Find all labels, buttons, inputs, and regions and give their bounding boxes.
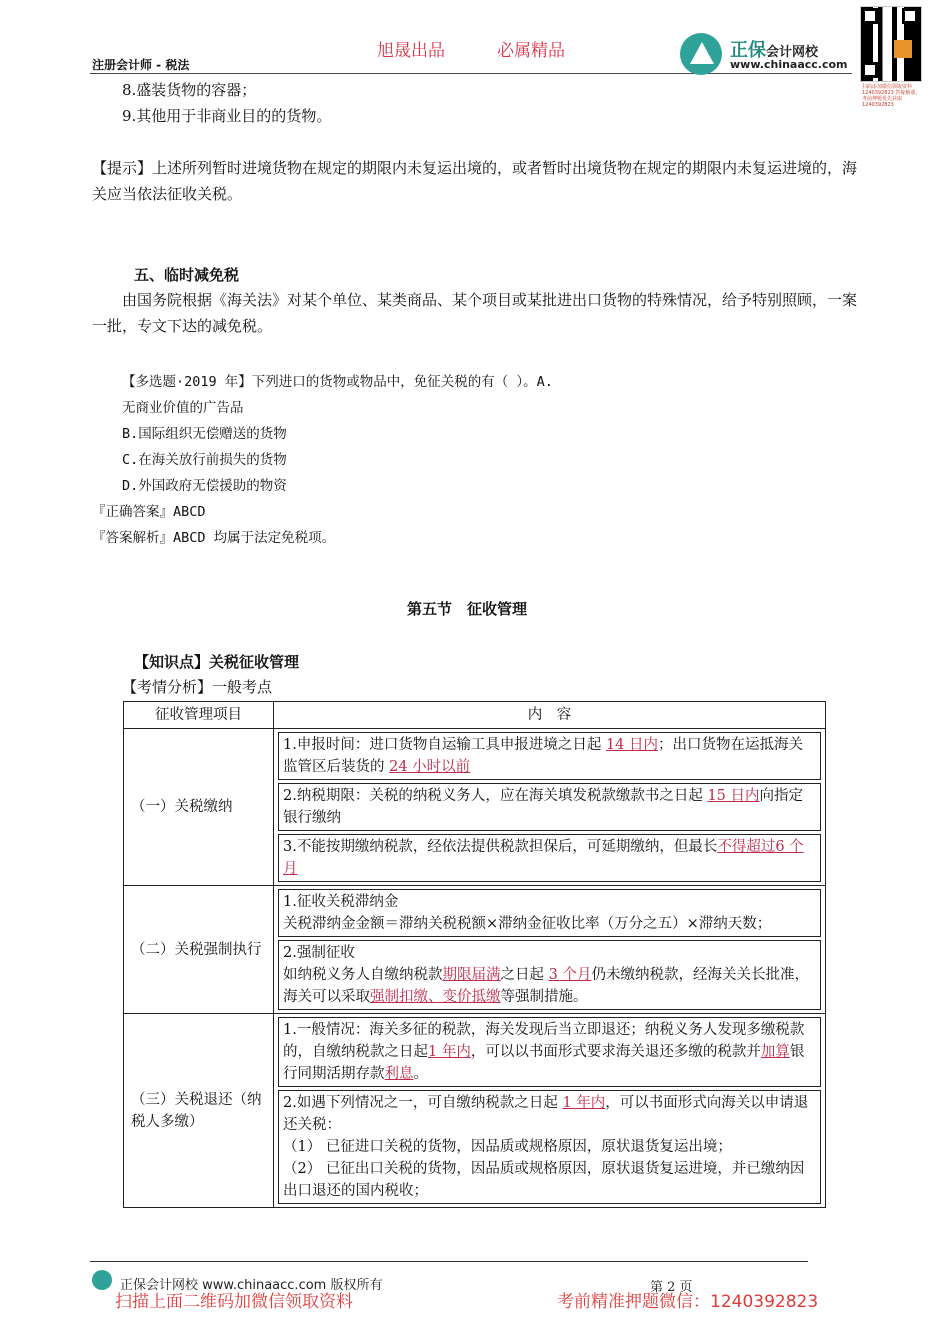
tax-collection-table <box>123 701 826 1208</box>
row-content-refund <box>274 1014 826 1208</box>
content-cell: 2.如遇下列情况之一，可自缴纳税款之日起 1 年内，可以书面形式向海关以申请退还关税： （1） 已征进口关税的货物，因品质或规格原因，原状退货复运出境； （2） 已征出口关税的货物，因品质或规格原因，原状退货复运进境，并已缴纳因出口退还的国内税收； <box>278 1090 821 1204</box>
content-cell: 1.一般情况：海关多征的税款，海关发现后当立即退还；纳税义务人发现多缴税款的，自缴纳税款之日起1 年内，可以以书面形式要求海关退还多缴的税款并加算银行同期活期存款利息。 <box>278 1017 821 1087</box>
promo-left: 扫描上面二维码加微信领取资料 <box>115 1292 353 1312</box>
brand-url: www.chinaacc.com <box>730 58 848 71</box>
knowledge-point-title: 【知识点】关税征收管理 <box>134 653 300 671</box>
content-cell: 1.征收关税滞纳金 关税滞纳金金额＝滞纳关税税额×滞纳金征收比率（万分之五）×滞纳天数； <box>278 889 821 937</box>
question-line-2: 无商业价值的广告品 <box>122 400 244 416</box>
footer-divider <box>90 1261 808 1262</box>
footer-logo-icon <box>92 1270 112 1290</box>
qr-center-logo-icon <box>894 40 912 58</box>
exam-analysis: 【考情分析】一般考点 <box>122 678 273 696</box>
list-item-8: 8.盛装货物的容器； <box>122 81 257 99</box>
row-label-enforcement: （二）关税强制执行 <box>124 886 274 1014</box>
content-cell: 2.强制征收 如纳税义务人自缴纳税款期限届满之日起 3 个月仍未缴纳税款，经海关关长批准，海关可以采取强制扣缴、变价抵缴等强制措施。 <box>278 940 821 1010</box>
brand-logo-mark-icon <box>690 42 714 64</box>
option-c: C.在海关放行前损失的货物 <box>122 452 287 468</box>
row-label-refund: （三）关税退还（纳税人多缴） <box>124 1014 274 1208</box>
slogan-right: 必属精品 <box>497 41 565 61</box>
qr-finder-icon <box>902 8 918 24</box>
footer-copyright: 正保会计网校 www.chinaacc.com 版权所有 <box>120 1278 383 1293</box>
option-b: B.国际组织无偿赠送的货物 <box>122 426 287 442</box>
tip-paragraph: 【提示】上述所列暂时进境货物在规定的期限内未复运出境的，或者暂时出境货物在规定的期限内未复运进境的，海关应当依法征收关税。 <box>92 159 858 203</box>
answer-analysis: 『答案解析』ABCD 均属于法定免税项。 <box>92 530 336 546</box>
option-d: D.外国政府无偿援助的物资 <box>122 478 287 494</box>
content-cell: 1.申报时间：进口货物自运输工具申报进境之日起 14 日内；出口货物在运抵海关监管区后装货的 24 小时以前 <box>278 732 821 780</box>
row-label-payment: （一）关税缴纳 <box>124 729 274 886</box>
section-title: 五、临时减免税 <box>134 266 240 284</box>
content-cell: 3.不能按期缴纳税款，经依法提供税款担保后，可延期缴纳，但最长不得超过6 个月 <box>278 834 821 882</box>
qr-finder-icon <box>862 62 878 78</box>
row-content-enforcement <box>274 886 826 1014</box>
section-paragraph: 由国务院根据《海关法》对某个单位、某类商品、某个项目或某批进出口货物的特殊情况，给予特别照顾，一案一批，专文下达的减免税。 <box>92 291 858 335</box>
list-item-9: 9.其他用于非商业目的的货物。 <box>122 107 332 125</box>
qr-finder-icon <box>862 8 878 24</box>
table-header-content: 内 容 <box>274 702 826 729</box>
document-title: 注册会计师 - 税法 <box>92 58 190 72</box>
chapter-title: 第五节 征收管理 <box>407 600 528 618</box>
slogan-left: 旭晟出品 <box>377 41 445 61</box>
table-header-item: 征收管理项目 <box>124 702 274 729</box>
qr-note: 扫码添加微信领取资料 1240392823 答疑解惑，考前押题优先获取 1240392823 <box>862 84 921 108</box>
content-cell: 2.纳税期限：关税的纳税义务人，应在海关填发税款缴款书之日起 15 日内向指定银行缴纳 <box>278 783 821 831</box>
promo-right: 考前精准押题微信：1240392823 <box>557 1292 819 1312</box>
question-line-1: 【多选题·2019 年】下列进口的货物或物品中，免征关税的有（ ）。A. <box>122 374 553 390</box>
correct-answer: 『正确答案』ABCD <box>92 504 206 520</box>
brand-name: 正保会计网校 <box>730 40 819 61</box>
header-divider <box>90 73 852 74</box>
row-content-payment <box>274 729 826 886</box>
page-number: 第 2 页 <box>650 1280 693 1295</box>
